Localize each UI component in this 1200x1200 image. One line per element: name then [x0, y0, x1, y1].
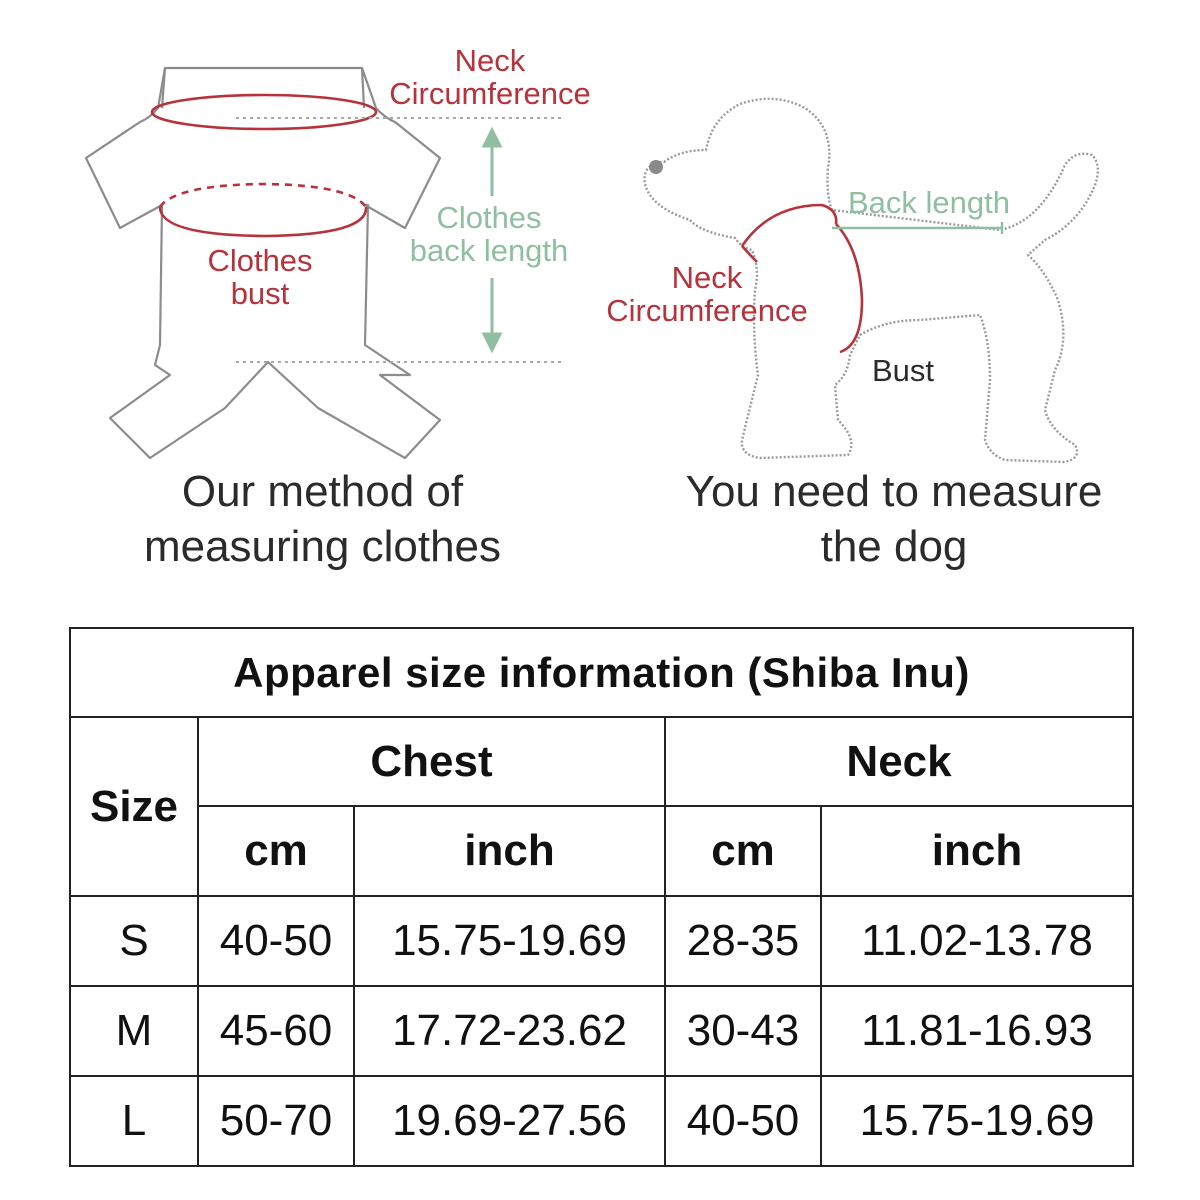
neck-cm-header: cm — [665, 806, 821, 896]
clothes-caption-line1: Our method of — [181, 467, 464, 516]
dog-neck-measure — [742, 205, 836, 262]
clothes-back-length-label-line2: back length — [409, 233, 569, 269]
clothes-back-length-label — [396, 201, 582, 268]
table-row — [70, 1076, 1133, 1166]
neck-cm-cell: 28-35 — [665, 896, 821, 986]
table-unit-header-row — [70, 806, 1133, 896]
dog-bust-label: Bust — [872, 353, 935, 388]
garment-neck-measure — [152, 95, 376, 129]
neck-inch-header: inch — [821, 806, 1133, 896]
clothes-bust-label-line2: bust — [230, 276, 290, 312]
dog-caption — [660, 464, 1128, 574]
dog-back-length-measure — [832, 222, 1002, 234]
chest-inch-cell: 17.72-23.62 — [354, 986, 665, 1076]
size-table — [69, 627, 1134, 1167]
clothes-bust-label-line1: Clothes — [207, 243, 313, 278]
dog-bust-measure — [836, 224, 862, 352]
size-header: Size — [70, 717, 198, 896]
neck-inch-cell: 11.81-16.93 — [821, 986, 1133, 1076]
table-row — [70, 986, 1133, 1076]
table-title: Apparel size information (Shiba Inu) — [70, 628, 1133, 717]
chest-inch-cell: 15.75-19.69 — [354, 896, 665, 986]
table-row — [70, 896, 1133, 986]
dog-nose — [649, 160, 663, 174]
chest-cm-header: cm — [198, 806, 354, 896]
clothes-neck-label-line2: Circumference — [389, 76, 591, 112]
neck-cm-cell: 30-43 — [665, 986, 821, 1076]
size-cell: L — [70, 1076, 198, 1166]
table-title-row — [70, 628, 1133, 717]
table-group-header-row — [70, 717, 1133, 806]
dog-neck-label-line2: Circumference — [606, 293, 808, 329]
dog-caption-line1: You need to measure — [685, 467, 1103, 516]
chest-cm-cell: 40-50 — [198, 896, 354, 986]
dog-neck-label-line1: Neck — [671, 260, 743, 295]
size-cell: M — [70, 986, 198, 1076]
size-cell: S — [70, 896, 198, 986]
clothes-neck-label — [380, 44, 600, 111]
neck-header: Neck — [665, 717, 1133, 806]
neck-inch-cell: 15.75-19.69 — [821, 1076, 1133, 1166]
chest-inch-cell: 19.69-27.56 — [354, 1076, 665, 1166]
chest-inch-header: inch — [354, 806, 665, 896]
dog-neck-label — [596, 261, 818, 328]
neck-cm-cell: 40-50 — [665, 1076, 821, 1166]
dog-caption-line2: the dog — [820, 522, 968, 571]
chest-cm-cell: 45-60 — [198, 986, 354, 1076]
clothes-bust-label — [190, 244, 330, 311]
neck-inch-cell: 11.02-13.78 — [821, 896, 1133, 986]
clothes-neck-label-line1: Neck — [454, 43, 526, 78]
clothes-caption-line2: measuring clothes — [143, 522, 502, 571]
clothes-caption — [100, 464, 545, 574]
chest-cm-cell: 50-70 — [198, 1076, 354, 1166]
chest-header: Chest — [198, 717, 665, 806]
dog-back-length-label: Back length — [848, 185, 1010, 220]
garment-bust-measure — [160, 184, 366, 236]
clothes-back-length-label-line1: Clothes — [436, 200, 542, 235]
